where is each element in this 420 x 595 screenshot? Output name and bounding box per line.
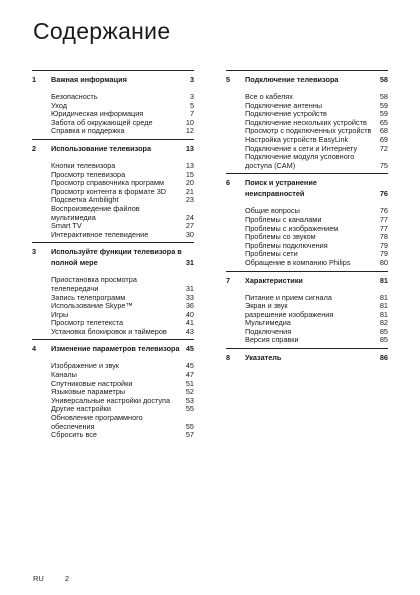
toc-entry[interactable] [51,431,194,440]
entry-title: Просмотр справочника программ [51,178,164,188]
entry-title: Smart TV [51,221,82,231]
toc-section [226,272,388,350]
toc-left-column [32,70,194,443]
entry-title: Подключение устройств [245,109,327,119]
entry-title: Языковые параметры [51,387,126,397]
entry-page-number: 13 [185,160,194,170]
section-items [32,270,194,339]
entry-title: Другие настройки [51,404,111,414]
section-items [226,87,388,173]
entry-page-number: 81 [379,292,388,302]
entry-title: Проблемы сети [245,249,298,259]
page-title: Содержание [33,18,171,44]
section-number: 1 [32,75,37,84]
section-title: Характеристики [245,275,303,285]
entry-title: Экран и звук [245,301,288,311]
entry-title: Кнопки телевизора [51,160,116,170]
entry-title: Проблемы с каналами [245,214,322,224]
entry-page-number: 68 [379,126,388,136]
toc-entry[interactable] [51,414,194,431]
entry-page-number: 80 [379,257,388,267]
entry-title: Использование Skype™ [51,301,133,311]
entry-title: Просмотр телевизора [51,169,126,179]
section-page-number: 31 [185,258,194,268]
entry-title: Забота об окружающей среде [51,117,153,127]
section-title: Подключение телевизора [245,75,339,84]
entry-title: Проблемы со звуком [245,232,316,242]
section-number: 5 [226,75,231,84]
toc-entry[interactable] [51,231,194,240]
entry-title: Общие вопросы [245,206,300,216]
entry-page-number: 59 [379,109,388,119]
entry-page-number: 77 [379,223,388,233]
entry-page-number: 65 [379,117,388,127]
toc-entry[interactable] [245,336,388,345]
entry-title: Обновление программного обеспечения [51,413,143,431]
entry-page-number: 53 [185,395,194,405]
entry-title: Подключение к сети и Интернету [245,143,358,153]
entry-page-number: 15 [185,169,194,179]
section-items [32,87,194,139]
toc-entry[interactable] [51,93,194,102]
entry-title: Настройка устройств EasyLink [245,134,349,144]
toc-right-column [226,70,388,365]
entry-title: Воспроизведение файлов мультимедиа [51,203,140,222]
toc-section [226,174,388,271]
entry-title: Просмотр телетекста [51,318,124,328]
entry-page-number: 82 [379,318,388,328]
entry-page-number: 75 [379,160,388,170]
entry-page-number: 40 [185,309,194,319]
section-page-number: 58 [379,75,388,84]
entry-title: Справка и поддержка [51,126,125,136]
entry-page-number: 81 [379,309,388,319]
entry-page-number: 57 [185,430,194,440]
toc-section [32,140,194,243]
section-heading[interactable] [32,243,194,270]
entry-page-number: 12 [185,126,194,136]
entry-page-number: 59 [379,100,388,110]
section-title: Использование телевизора [51,143,152,153]
section-number: 3 [32,247,37,257]
section-title: Важная информация [51,75,127,84]
section-page-number: 13 [185,143,194,153]
entry-page-number: 36 [185,301,194,311]
entry-title: Интерактивное телевидение [51,229,149,239]
section-number: 4 [32,344,37,354]
section-number: 8 [226,353,231,363]
entry-title: Проблемы подключения [245,240,328,250]
entry-page-number: 72 [379,143,388,153]
entry-title: Юридическая информация [51,109,144,119]
section-number: 2 [32,143,37,153]
entry-page-number: 77 [379,214,388,224]
entry-page-number: 45 [185,361,194,371]
entry-page-number: 85 [379,326,388,336]
entry-title: Безопасность [51,92,98,101]
toc-entry[interactable] [51,205,194,222]
entry-title: Подключения [245,326,292,336]
entry-title: Спутниковые настройки [51,378,133,388]
entry-page-number: 47 [185,370,194,380]
entry-title: разрешение изображения [245,309,334,319]
toc-entry[interactable] [51,276,194,293]
section-heading[interactable] [226,349,388,365]
toc-section [226,71,388,174]
toc-section [32,71,194,140]
toc-section [32,243,194,340]
entry-page-number: 30 [185,229,194,239]
entry-title: Универсальные настройки доступа [51,395,171,405]
entry-page-number: 33 [185,292,194,302]
page-footer [33,574,90,583]
section-heading[interactable] [32,71,194,87]
section-title: Изменение параметров телевизора [51,344,180,354]
entry-page-number: 24 [185,212,194,222]
entry-page-number: 27 [185,221,194,231]
entry-page-number: 41 [185,318,194,328]
entry-title: Подсветка Ambilight [51,195,119,205]
entry-page-number: 55 [185,404,194,414]
entry-title: Приостановка просмотра телепередачи [51,275,137,293]
entry-title: Мультимедиа [245,318,291,328]
entry-page-number: 78 [379,232,388,242]
toc-entry[interactable] [51,302,194,311]
entry-page-number: 5 [189,100,194,110]
entry-page-number: 52 [185,387,194,397]
footer-language: RU [33,574,44,583]
toc-entry[interactable] [245,259,388,268]
entry-title: Подключение нескольких устройств [245,117,367,127]
section-items [226,288,388,349]
section-page-number: 86 [379,353,388,363]
entry-page-number: 58 [379,92,388,101]
entry-page-number: 81 [379,301,388,311]
section-heading[interactable] [226,174,388,201]
toc-section [226,349,388,365]
section-items [226,201,388,270]
entry-page-number: 21 [185,186,194,196]
entry-title: Питание и прием сигнала [245,292,332,302]
entry-page-number: 20 [185,178,194,188]
entry-page-number: 85 [379,335,388,345]
section-items [32,356,194,442]
section-heading[interactable] [32,340,194,356]
section-items [32,156,194,242]
entry-page-number: 23 [185,195,194,205]
section-number: 6 [226,178,231,188]
toc-entry[interactable] [245,153,388,170]
entry-page-number: 51 [185,378,194,388]
section-heading[interactable] [226,71,388,87]
entry-page-number: 79 [379,240,388,250]
entry-page-number: 55 [185,421,194,431]
section-title: Используйте функции телевизора в полной мере [51,247,182,268]
entry-title: Просмотр с подключенных устройств [245,126,372,136]
entry-title: Версия справки [245,335,299,345]
entry-page-number: 79 [379,249,388,259]
entry-title: Изображение и звук [51,361,119,371]
section-number: 7 [226,275,231,285]
entry-title: Каналы [51,370,77,380]
entry-title: Обращение в компанию Philips [245,257,351,267]
entry-page-number: 7 [189,109,194,119]
entry-title: Установка блокировок и таймеров [51,326,167,336]
entry-title: Сбросить все [51,430,97,440]
entry-page-number: 3 [189,92,194,101]
section-page-number: 45 [185,344,194,354]
toc-entry[interactable] [51,328,194,337]
entry-page-number: 69 [379,134,388,144]
entry-title: Уход [51,100,68,110]
entry-title: Проблемы с изображением [245,223,339,233]
entry-title: Подключение антенны [245,100,323,110]
section-heading[interactable] [226,272,388,288]
entry-title: Подключение модуля условного доступа (CAM) [245,152,355,170]
entry-page-number: 31 [185,283,194,293]
section-title: Поиск и устранение неисправностей [245,178,317,199]
entry-title: Все о кабелях [245,92,293,101]
section-heading[interactable] [32,140,194,156]
section-page-number: 76 [379,189,388,199]
section-page-number: 3 [189,75,194,84]
section-page-number: 81 [379,275,388,285]
entry-page-number: 76 [379,206,388,216]
section-title: Указатель [245,353,282,363]
entry-title: Просмотр контента в формате 3D [51,186,167,196]
footer-page-number: 2 [64,574,70,583]
toc-entry[interactable] [51,127,194,136]
entry-title: Игры [51,309,69,319]
entry-page-number: 43 [185,326,194,336]
entry-title: Запись телепрограмм [51,292,126,302]
entry-page-number: 10 [185,117,194,127]
toc-section [32,340,194,442]
